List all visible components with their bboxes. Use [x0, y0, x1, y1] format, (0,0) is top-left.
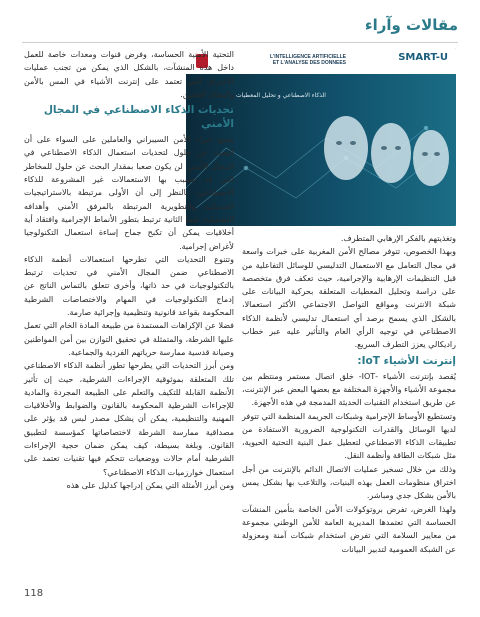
banner-heading-line-2: ET L'ANALYSE DES DONNEES	[272, 60, 346, 66]
paragraph: وتستطيع الأوساط الإجرامية وشبكات الجريمة المنظمة التي تتوفر لديها الوسائل والقدرات التكنولوجية الضرورية الاستفادة من تطبيقات الذكاء الاصطناعي لتعطيل عمل البنية التحتية الحيوية، مثل شبكات الطاقة وأنظمة النقل.	[242, 411, 456, 461]
paragraph: فضلا عن الإكراهات المستمدة من طبيعة المادة الخام التي تعمل عليها الشرطة، والمتمثلة في تحقيق التوازن بين أمن المواطنين وصيانة قدسية ممارسة حرياتهم الفردية والجماعية.	[24, 321, 234, 357]
paragraph: وبهذا الخصوص، تتوفر مصالح الأمن المغربية على خبرات واسعة في مجال التعامل مع الاستعمال التدليسي للوسائل التفاعلية من قبل التنظيمات الإرهابية والإجرامية، حيث تعكف فرق متخصصة على دراسة وتحليل المعطيات المتعلقة بحركية البيانات على شبكة الانترنت ومواقع التواصل الاجتماعي الأكثر استعمالا، بالشكل الذي يسمح برصد أي استعمال تدليسي لأنظمة الذكاء الاصطناعي في توجيه الرأي العام والتأثير عليه عبر خطاب راديكالي يعزز التطرف السريع.	[242, 247, 456, 350]
paragraph: ولهذا الغرض، تفرض بروتوكولات الأمن الخاصة بتأمين المنشآت الحساسة التي تعتمدها المديرية العامة للأمن الوطني مجموعة من معايير السلامة التي تفرض استخدام شبكات آمنة ومعزولة عن الشبكة العمومية لتدبير البيانات	[242, 504, 456, 554]
paragraph: وذلك من خلال تسخير عمليات الاتصال الدائم بالإنترنت من أجل اختراق منظومات العمل بهذه البنيات، والتلاعب بها بشكل يمس بالأمن بشكل جدي ومباشر.	[242, 464, 456, 501]
paragraph: ومن أبرز الأمثلة التي يمكن إدراجها كدليل على هذه	[66, 480, 234, 490]
section-title: مقالات وآراء	[364, 16, 458, 34]
section-heading-iot: إنترنت الأشياء IoT:	[357, 354, 456, 367]
page-header	[22, 16, 458, 38]
header-divider	[22, 42, 458, 43]
paragraph: يجمع خبراء الأمن السيبراني والعاملين على السواء على أن البحث عن حلول لتحديات استعمال الذكاء الاصطناعي في المجال الأمني، لن يكون صعبا بمقدار البحث عن حلول للمخاطر التي قد تتسبب بها الاستعمالات غير المشروعة للذكاء الاصطناعي، بالنظر إلى أن الأولى مرتبطة بالاستراتيجيات الخدماتية والتطويرية المرتبطة بالمرفق الأمني وأهدافه التشغيلية، فيما الثانية ترتبط بتطور الأنماط الإجرامية وافتقاد أية أخلاقيات يمكن أن تكبح جماح إساءة استعمال التكنولوجيا لأغراض إجرامية.	[24, 135, 234, 251]
banner-heading-fr	[226, 54, 346, 66]
smart-u-logo: SMART-U	[398, 52, 448, 63]
paragraph: التحتية الأمنية الحساسة، وفرض قنوات ومعدات خاصة للعمل داخل هذه المنشآت، بالشكل الذي يمكن من تجنب عمليات الاختراق التي تعتمد على إنترنت الأشياء في المس بالأمن والنظام العامين.	[24, 50, 234, 99]
right-column	[242, 232, 456, 556]
paragraph: وتتنوع التحديات التي تطرحها استعمالات أنظمة الذكاء الاصطناعي ضمن المجال الأمني في تحديات ترتبط بالتكنولوجيات في حد ذاتها، وأخرى تتعلق بالتماس الناتج عن إدماج التكنولوجيات في المهام والاختصاصات الشرطية المحكومة بقواعد قانونية وتنظيمية وإجرائية صارمة.	[24, 254, 234, 318]
left-column	[24, 48, 234, 492]
banner-heading-line-1: L'INTELLIGENCE ARTIFICIELLE	[269, 54, 346, 60]
paragraph: وتغذيتهم بالفكر الإرهابي المتطرف.	[340, 234, 456, 243]
banner-heading-ar: الذكاء الاصطناعي و تحليل المعطيات	[236, 92, 326, 99]
paragraph: يُقصد بإنترنت الأشياء -IOT- خلق اتصال مستمر ومنتظم بين مجموعة الأشياء والأجهزة المختلفة مع بعضها البعض عبر الإنترنت، عن طريق استخدام التقنيات الحديثة المدمجة في هذه الأجهزة.	[242, 371, 456, 408]
paragraph: ومن أبرز التحديات التي يطرحها تطور أنظمة الذكاء الاصطناعي تلك المتعلقة بموثوقية الإجراءات الشرطية، حيث إن تأثير الأنظمة القابلة للتكيف والتعلم على الطبيعة المجردة والمادية للإجراءات الشرطية المحكومة بالقانون والضوابط والأخلاقيات المهنية والتنظيمية، يمكن أن يشكل مصدر لبس قد يؤثر على مصداقية ممارسة الشرطة لاختصاصاتها كمؤسسة لتطبيق القانون. وبلغة بسيطة، كيف يمكن ضمان حجية الإجراءات الشرطية أمام حالات ووضعيات تتحكم فيها تقنيات تعتمد على استعمال خوارزميات الذكاء الاصطناعي؟	[24, 361, 234, 477]
page-number: 118	[24, 588, 44, 599]
section-heading-security: تحديات الذكاء الاصطناعي في المجال الأمني	[43, 104, 234, 131]
